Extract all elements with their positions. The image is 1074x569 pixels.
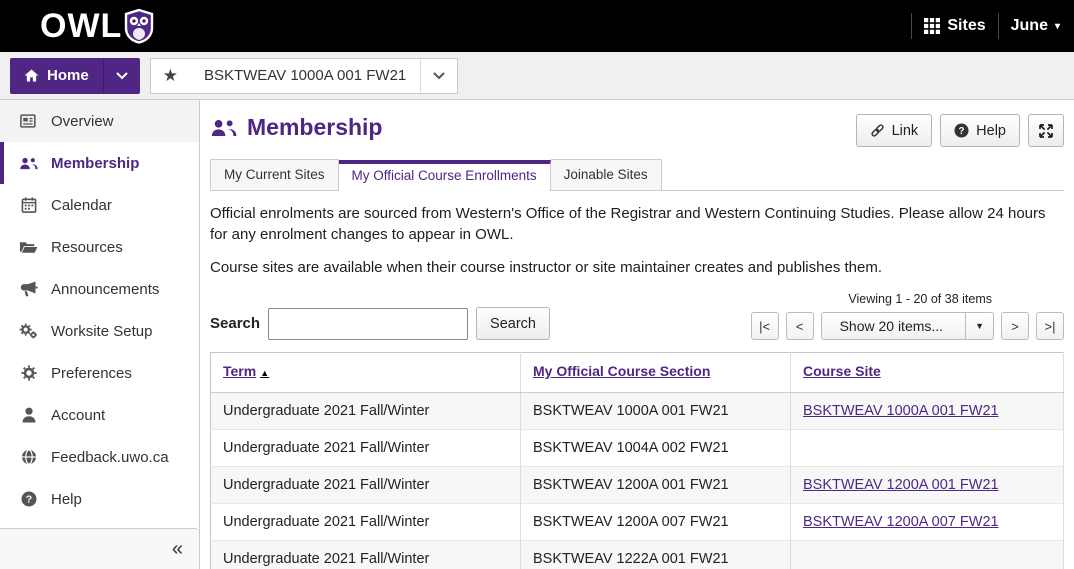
sidebar-item-feedback[interactable]	[0, 436, 199, 478]
search-button[interactable]	[476, 307, 550, 340]
collapse-chevrons-icon: «	[171, 537, 183, 560]
current-site-label: BSKTWEAV 1000A 001 FW21	[203, 67, 407, 84]
sidebar-item-announcements[interactable]	[0, 268, 199, 310]
sidebar-item-membership[interactable]	[0, 142, 199, 184]
sites-button[interactable]	[924, 17, 985, 35]
pager-status: Viewing 1 - 20 of 38 items	[848, 292, 992, 306]
pager-next-button[interactable]: >	[1001, 312, 1029, 340]
sidebar-item-label: Feedback.uwo.ca	[51, 448, 169, 466]
users-icon	[19, 156, 38, 171]
column-header-course-section	[521, 353, 791, 393]
sidebar-item-label: Calendar	[51, 196, 112, 214]
sidebar-collapse-button[interactable]	[0, 528, 199, 569]
pager-prev-button[interactable]: <	[786, 312, 814, 340]
course-site-link[interactable]: BSKTWEAV 1200A 001 FW21	[803, 477, 999, 493]
membership-tool-content	[200, 100, 1074, 569]
sidebar-item-resources[interactable]	[0, 226, 199, 268]
table-row	[211, 504, 1064, 541]
section-cell: BSKTWEAV 1222A 001 FW21	[521, 541, 791, 569]
sidebar-item-preferences[interactable]	[0, 352, 199, 394]
tab-my-current-sites[interactable]: My Current Sites	[210, 159, 339, 190]
favorite-star-icon[interactable]: ★	[162, 65, 178, 85]
newspaper-icon	[19, 113, 38, 129]
page-title	[210, 114, 382, 141]
sidebar-item-calendar[interactable]	[0, 184, 199, 226]
search-button-label: Search	[490, 315, 536, 332]
owl-logo[interactable]	[40, 7, 154, 46]
link-button[interactable]	[856, 114, 933, 147]
sidebar-item-help[interactable]	[0, 478, 199, 520]
table-row	[211, 430, 1064, 467]
table-header-row	[211, 353, 1064, 393]
home-dropdown-chevron[interactable]	[103, 58, 140, 94]
page-size-value: Show 20 items...	[839, 318, 944, 334]
column-header-course-site	[791, 353, 1064, 393]
section-cell: BSKTWEAV 1000A 001 FW21	[521, 393, 791, 430]
sidebar-item-label: Resources	[51, 238, 123, 256]
home-icon	[24, 69, 39, 82]
home-button[interactable]	[10, 58, 140, 94]
topbar	[0, 0, 1074, 52]
sidebar-item-label: Account	[51, 406, 106, 424]
course-sites-info-text: Course sites are available when their course instructor or site maintainer creates and publishes them.	[210, 259, 882, 276]
home-button-label: Home	[47, 67, 89, 84]
enrollments-table	[210, 352, 1064, 569]
sidebar-item-label: Worksite Setup	[51, 322, 153, 340]
user-icon	[19, 407, 38, 423]
term-cell: Undergraduate 2021 Fall/Winter	[211, 393, 521, 430]
users-icon	[210, 118, 237, 138]
site-cell	[791, 541, 1064, 569]
course-site-link[interactable]: BSKTWEAV 1000A 001 FW21	[803, 403, 999, 419]
sort-term-link[interactable]: Term	[223, 363, 257, 379]
table-row	[211, 541, 1064, 569]
sidebar-item-overview[interactable]	[0, 100, 199, 142]
sidebar-item-label: Overview	[51, 112, 114, 130]
gears-icon	[19, 323, 38, 339]
folder-open-icon	[19, 240, 38, 255]
pager-last-button[interactable]: >|	[1036, 312, 1064, 340]
svg-text:?: ?	[25, 493, 32, 506]
calendar-icon	[19, 197, 38, 213]
sites-button-label: Sites	[947, 17, 986, 34]
term-cell: Undergraduate 2021 Fall/Winter	[211, 541, 521, 569]
page-title-text: Membership	[247, 114, 383, 140]
globe-icon	[19, 449, 38, 465]
fullscreen-button[interactable]	[1028, 114, 1064, 147]
search-input[interactable]	[268, 308, 468, 340]
sidebar-item-label: Announcements	[51, 280, 160, 298]
user-menu-button[interactable]	[1011, 17, 1060, 35]
sort-ascending-icon: ▲	[260, 368, 270, 378]
site-cell	[791, 430, 1064, 467]
section-cell: BSKTWEAV 1004A 002 FW21	[521, 430, 791, 467]
sidebar-item-label: Help	[51, 490, 82, 508]
user-name: June	[1010, 17, 1048, 34]
link-button-label: Link	[891, 122, 919, 139]
help-button[interactable]	[940, 114, 1020, 147]
owl-logo-text: OWL	[40, 6, 123, 45]
enrolment-info-text: Official enrolments are sourced from Western's Office of the Registrar and Western Continuing Studies. Please allow 24 hours for any enrolment changes to appear in OWL.	[210, 205, 1046, 243]
term-cell: Undergraduate 2021 Fall/Winter	[211, 504, 521, 541]
question-circle-icon	[954, 123, 969, 138]
gear-icon	[19, 365, 38, 381]
table-row	[211, 467, 1064, 504]
current-site-tab[interactable]	[150, 58, 459, 94]
question-circle-icon	[19, 491, 38, 507]
sidebar-item-account[interactable]	[0, 394, 199, 436]
site-dropdown-chevron[interactable]	[420, 59, 457, 93]
tab-joinable-sites[interactable]: Joinable Sites	[551, 159, 662, 190]
table-row	[211, 393, 1064, 430]
column-header-term	[211, 353, 521, 393]
section-cell: BSKTWEAV 1200A 007 FW21	[521, 504, 791, 541]
sort-section-link[interactable]: My Official Course Section	[533, 363, 711, 379]
topbar-divider	[911, 13, 912, 39]
site-nav-toolbar	[0, 52, 1074, 100]
sidebar-item-worksite-setup[interactable]	[0, 310, 199, 352]
pager	[751, 292, 1064, 340]
help-button-label: Help	[976, 122, 1006, 139]
sidebar-item-label: Membership	[51, 154, 140, 172]
caret-down-icon: ▼	[965, 313, 993, 339]
svg-text:?: ?	[958, 125, 965, 137]
search-label: Search	[210, 315, 261, 332]
tool-sidebar	[0, 100, 200, 569]
section-cell: BSKTWEAV 1200A 001 FW21	[521, 467, 791, 504]
link-icon	[870, 123, 885, 138]
sites-grid-icon	[924, 18, 940, 34]
topbar-divider	[998, 13, 999, 39]
site-cell	[791, 467, 1064, 504]
expand-arrows-icon	[1038, 123, 1054, 139]
course-site-link[interactable]: BSKTWEAV 1200A 007 FW21	[803, 514, 999, 530]
pager-first-button[interactable]: |<	[751, 312, 779, 340]
sort-site-link[interactable]: Course Site	[803, 363, 881, 379]
bullhorn-icon	[19, 281, 38, 297]
membership-tabs	[210, 159, 1064, 191]
chevron-down-icon: ▾	[1054, 20, 1060, 32]
site-cell	[791, 393, 1064, 430]
site-cell	[791, 504, 1064, 541]
page-size-select[interactable]	[821, 312, 994, 340]
tab-my-official-course-enrollments[interactable]: My Official Course Enrollments	[339, 160, 551, 191]
owl-shield-icon	[124, 8, 154, 44]
sidebar-item-label: Preferences	[51, 364, 132, 382]
term-cell: Undergraduate 2021 Fall/Winter	[211, 467, 521, 504]
term-cell: Undergraduate 2021 Fall/Winter	[211, 430, 521, 467]
